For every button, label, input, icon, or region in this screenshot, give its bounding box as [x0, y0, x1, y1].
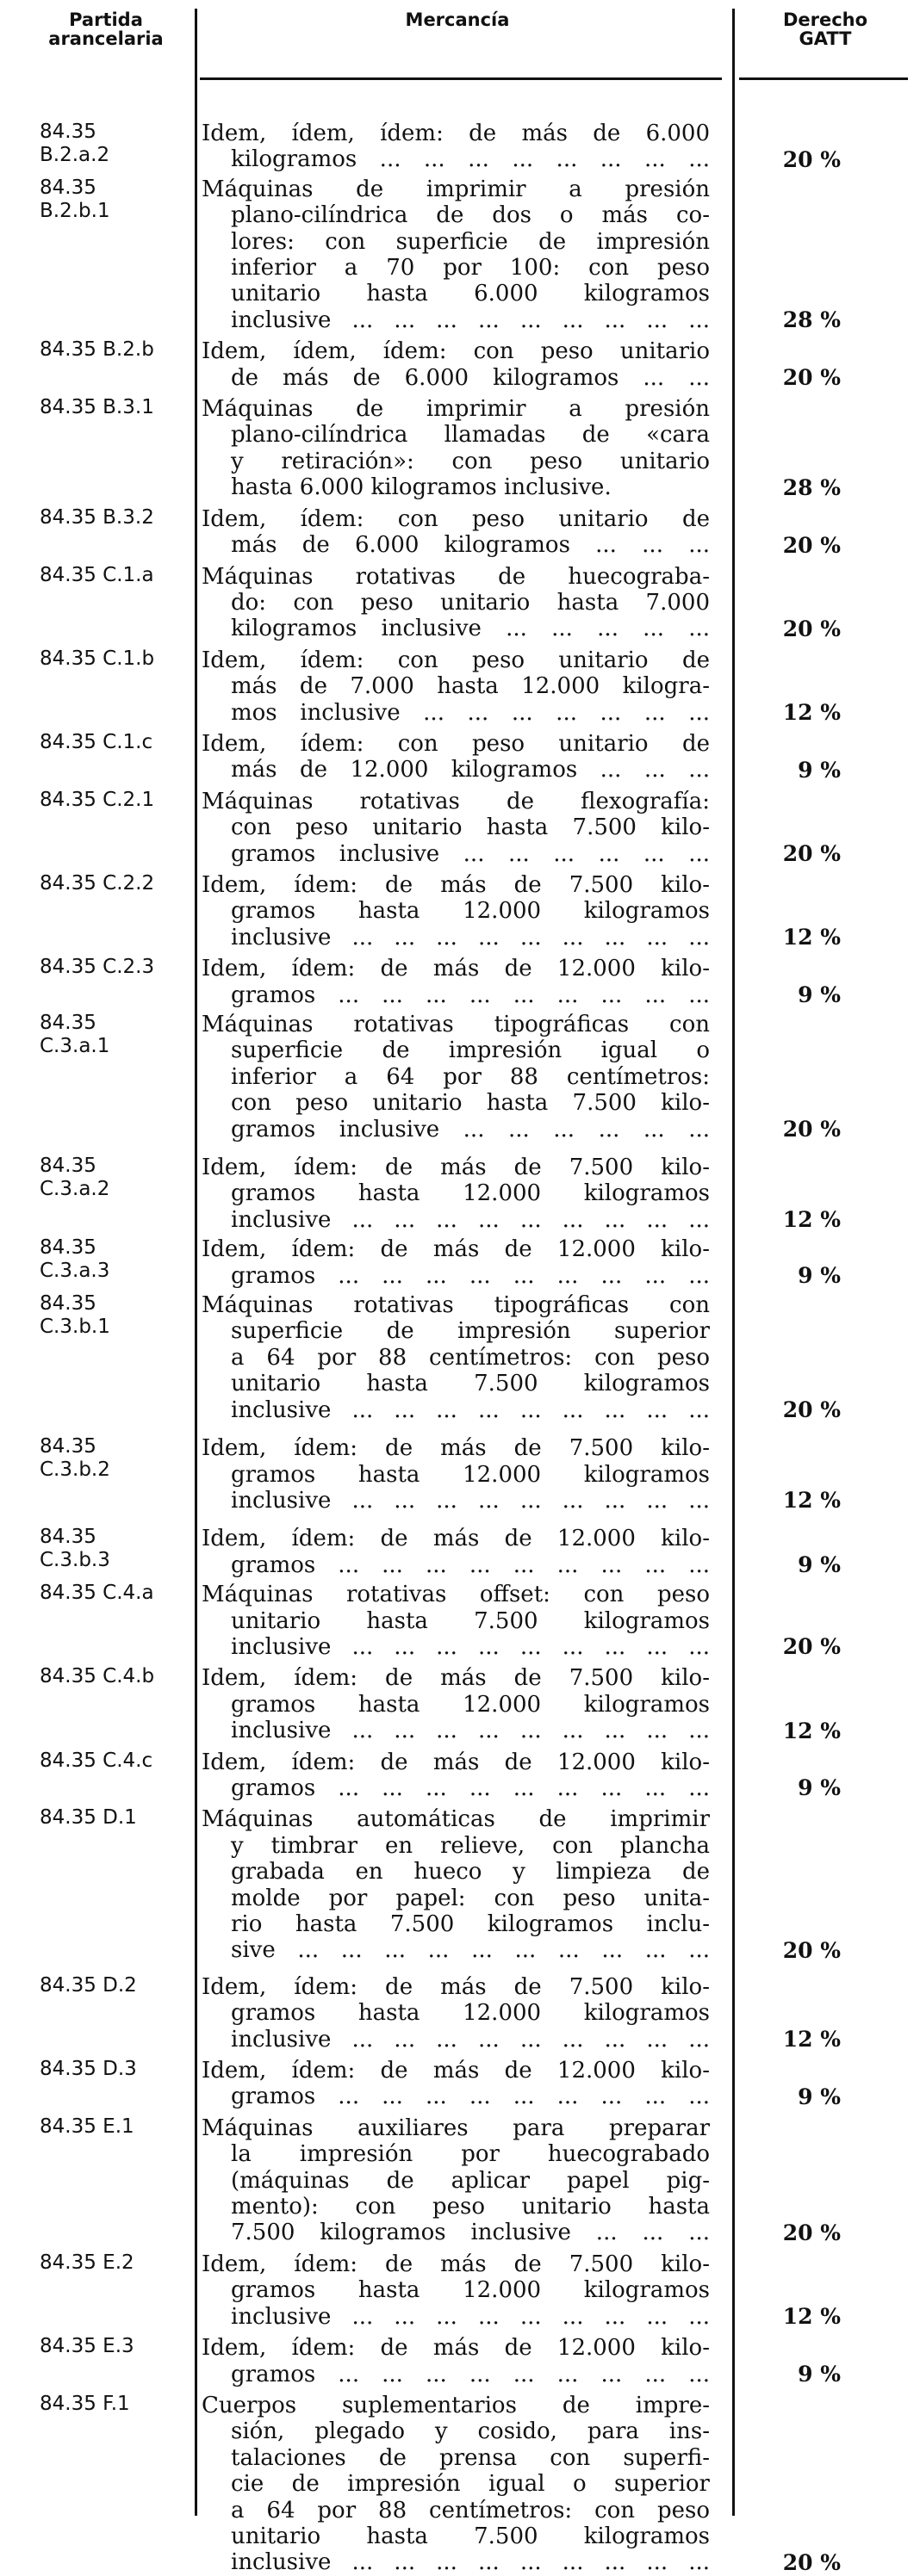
description-line: rio hasta 7.500 kilogramos inclu-: [231, 1911, 710, 1937]
description-line: inclusive ... ... ... ... ... ... ... ... ...: [231, 2549, 710, 2576]
table-row: [0, 2335, 920, 2387]
derecho-gatt-value: 12 %: [782, 925, 841, 951]
partida-code: [0, 1526, 164, 1572]
description-line: lores: con superficie de impresión: [231, 228, 710, 255]
partida-code-line: C.3.a.3: [40, 1260, 110, 1283]
header-derecho-line2: GATT: [799, 28, 852, 49]
mercancia-description: [202, 2251, 710, 2330]
description-line: Máquinas auxiliares para preparar: [202, 2115, 710, 2141]
partida-code-line: B.2.a.2: [40, 144, 110, 166]
description-line: Idem, ídem: de más de 12.000 kilo-: [202, 1526, 710, 1552]
partida-code-line: 84.35 C.2.3: [40, 956, 155, 979]
partida-code: [0, 2251, 164, 2275]
mercancia-description: [202, 1155, 710, 1233]
table-row: [0, 564, 920, 642]
derecho-gatt-value: 12 %: [782, 699, 841, 725]
mercancia-description: [202, 338, 710, 391]
description-line: gramos inclusive ... ... ... ... ... ...: [231, 1116, 710, 1142]
description-line: unitario hasta 7.500 kilogramos: [231, 1607, 710, 1634]
description-line: inferior a 70 por 100: con peso: [231, 255, 710, 282]
table-row: [0, 396, 920, 501]
description-line: inclusive ... ... ... ... ... ... ... ... ...: [231, 2303, 710, 2330]
mercancia-description: [202, 1582, 710, 1660]
partida-code-line: 84.35 C.1.c: [40, 730, 153, 753]
partida-code: [0, 1292, 164, 1339]
mercancia-description: [202, 1012, 710, 1142]
mercancia-description: [202, 1665, 710, 1743]
description-line: (máquinas de aplicar papel pig-: [231, 2167, 710, 2194]
description-line: inclusive ... ... ... ... ... ... ... ... ...: [231, 1206, 710, 1233]
table-row: [0, 872, 920, 951]
description-line: gramos hasta 12.000 kilogramos: [231, 1180, 710, 1207]
description-line: Idem, ídem: de más de 7.500 kilo-: [202, 1665, 710, 1692]
header-derecho: [748, 10, 903, 48]
partida-code: [0, 2058, 164, 2081]
partida-code-line: 84.35: [40, 1292, 96, 1316]
partida-code-line: 84.35: [40, 1012, 96, 1034]
partida-code: [0, 1806, 164, 1830]
mercancia-description: [202, 121, 710, 173]
table-row: [0, 121, 920, 173]
partida-code: [0, 2393, 164, 2416]
description-line: más de 7.000 hasta 12.000 kilogra-: [231, 673, 710, 700]
description-line: Máquinas automáticas de imprimir: [202, 1806, 710, 1833]
partida-code-line: 84.35 D.2: [40, 1973, 137, 1997]
derecho-gatt-value: 9 %: [798, 1552, 841, 1578]
partida-code-line: 84.35: [40, 176, 96, 199]
description-line: Idem, ídem: con peso unitario de: [202, 647, 710, 673]
partida-code: [0, 1435, 164, 1482]
description-line: Idem, ídem, ídem: con peso unitario: [202, 338, 710, 365]
partida-code-line: C.3.b.1: [40, 1316, 110, 1339]
description-line: gramos hasta 12.000 kilogramos: [231, 2000, 710, 2027]
description-line: gramos hasta 12.000 kilogramos: [231, 898, 710, 925]
description-line: sive ... ... ... ... ... ... ... ... ... ...: [231, 1937, 710, 1964]
partida-code: [0, 564, 164, 587]
description-line: inclusive ... ... ... ... ... ... ... ... ...: [231, 307, 710, 333]
partida-code-line: 84.35 E.1: [40, 2115, 134, 2138]
mercancia-description: [202, 731, 710, 783]
derecho-gatt-value: 9 %: [798, 2361, 841, 2387]
mercancia-description: [202, 396, 710, 501]
table-row: [0, 647, 920, 726]
description-line: Máquinas rotativas de huecograba-: [202, 563, 710, 590]
header-partida-line2: arancelaria: [48, 28, 164, 49]
description-line: inclusive ... ... ... ... ... ... ... ... ...: [231, 2026, 710, 2053]
description-line: plano-cilíndrica llamadas de «cara: [231, 422, 710, 449]
derecho-gatt-value: 20 %: [782, 146, 841, 172]
partida-code: [0, 1749, 164, 1773]
partida-code-line: 84.35 C.2.1: [40, 788, 155, 811]
mercancia-description: [202, 647, 710, 726]
description-line: inclusive ... ... ... ... ... ... ... ... ...: [231, 1633, 710, 1660]
description-line: Máquinas de imprimir a presión: [202, 176, 710, 202]
derecho-gatt-value: 20 %: [782, 532, 841, 558]
description-line: Máquinas rotativas tipográficas con: [202, 1292, 710, 1319]
table-row: [0, 956, 920, 1008]
partida-code-line: 84.35: [40, 1526, 96, 1549]
partida-code-line: B.2.b.1: [40, 199, 110, 222]
table-row: [0, 1435, 920, 1514]
partida-code: [0, 2335, 164, 2358]
description-line: Idem, ídem: de más de 12.000 kilo-: [202, 1749, 710, 1775]
mercancia-description: [202, 1749, 710, 1802]
description-line: Máquinas rotativas de flexografía:: [202, 788, 710, 814]
description-line: superficie de impresión igual o: [231, 1037, 710, 1064]
description-line: Máquinas de imprimir a presión: [202, 396, 710, 423]
mercancia-description: [202, 1974, 710, 2053]
description-line: inclusive ... ... ... ... ... ... ... ... ...: [231, 924, 710, 951]
mercancia-description: [202, 2335, 710, 2387]
partida-code-line: 84.35 C.1.b: [40, 647, 155, 670]
description-line: a 64 por 88 centímetros: con peso: [231, 1344, 710, 1371]
description-line: gramos hasta 12.000 kilogramos: [231, 2277, 710, 2304]
derecho-gatt-value: 20 %: [782, 1634, 841, 1660]
mercancia-description: [202, 872, 710, 951]
description-line: Idem, ídem: de más de 12.000 kilo-: [202, 2058, 710, 2084]
description-line: mos inclusive ... ... ... ... ... ... ...: [231, 699, 710, 726]
description-line: inclusive ... ... ... ... ... ... ... ... ...: [231, 1396, 710, 1423]
description-line: con peso unitario hasta 7.500 kilo-: [231, 814, 710, 841]
derecho-gatt-value: 12 %: [782, 1207, 841, 1233]
partida-code: [0, 121, 164, 167]
description-line: superficie de impresión superior: [231, 1318, 710, 1345]
table-row: [0, 338, 920, 391]
mercancia-description: [202, 1236, 710, 1289]
table-row: [0, 1665, 920, 1743]
table-row: [0, 1974, 920, 2053]
table-row: [0, 1012, 920, 1142]
description-line: Idem, ídem, ídem: de más de 6.000: [202, 121, 710, 146]
table-row: [0, 2058, 920, 2110]
description-line: Idem, ídem: de más de 7.500 kilo-: [202, 1435, 710, 1462]
table-row: [0, 506, 920, 559]
derecho-gatt-value: 20 %: [782, 2220, 841, 2245]
mercancia-description: [202, 789, 710, 867]
description-line: inferior a 64 por 88 centímetros:: [231, 1063, 710, 1090]
table-row: [0, 1806, 920, 1963]
partida-code-line: 84.35 E.2: [40, 2251, 134, 2274]
partida-code: [0, 176, 164, 223]
description-line: Idem, ídem: de más de 12.000 kilo-: [202, 956, 710, 982]
description-line: a 64 por 88 centímetros: con peso: [231, 2497, 710, 2523]
mercancia-description: [202, 1526, 710, 1578]
partida-code: [0, 789, 164, 812]
description-line: gramos ... ... ... ... ... ... ... ... ...: [231, 1262, 710, 1289]
description-line: Idem, ídem: de más de 7.500 kilo-: [202, 871, 710, 898]
partida-code-line: C.3.a.1: [40, 1035, 110, 1057]
description-line: y timbrar en relieve, con plancha: [231, 1832, 710, 1859]
tariff-rows: [0, 115, 920, 2576]
description-line: unitario hasta 7.500 kilogramos: [231, 2523, 710, 2549]
description-line: y retiración»: con peso unitario: [231, 448, 710, 474]
derecho-gatt-value: 20 %: [782, 2549, 841, 2575]
description-line: Idem, ídem: con peso unitario de: [202, 730, 710, 757]
mercancia-description: [202, 1292, 710, 1423]
partida-code-line: 84.35: [40, 1236, 96, 1260]
mercancia-description: [202, 564, 710, 642]
partida-code: [0, 1155, 164, 1201]
table-row: [0, 2393, 920, 2576]
description-line: gramos hasta 12.000 kilogramos: [231, 1461, 710, 1488]
derecho-gatt-value: 9 %: [798, 2084, 841, 2109]
description-line: con peso unitario hasta 7.500 kilo-: [231, 1090, 710, 1117]
partida-code-line: C.3.b.3: [40, 1549, 110, 1572]
description-line: plano-cilíndrica de dos o más co-: [231, 202, 710, 229]
description-line: Idem, ídem: de más de 7.500 kilo-: [202, 2251, 710, 2277]
table-row: [0, 2251, 920, 2330]
partida-code: [0, 1012, 164, 1058]
description-line: inclusive ... ... ... ... ... ... ... ... ...: [231, 1718, 710, 1744]
description-line: gramos inclusive ... ... ... ... ... ...: [231, 840, 710, 867]
description-line: gramos hasta 12.000 kilogramos: [231, 1691, 710, 1718]
derecho-gatt-value: 20 %: [782, 1117, 841, 1142]
partida-code: [0, 731, 164, 754]
partida-code: [0, 1582, 164, 1605]
derecho-gatt-value: 20 %: [782, 1937, 841, 1963]
table-row: [0, 1582, 920, 1660]
description-line: Máquinas rotativas tipográficas con: [202, 1012, 710, 1037]
derecho-gatt-value: 9 %: [798, 757, 841, 783]
partida-code-line: 84.35 D.1: [40, 1806, 137, 1830]
description-line: kilogramos ... ... ... ... ... ... ... ...: [231, 146, 710, 173]
description-line: gramos ... ... ... ... ... ... ... ... ...: [231, 981, 710, 1008]
derecho-gatt-value: 9 %: [798, 1263, 841, 1289]
description-line: kilogramos inclusive ... ... ... ... ...: [231, 616, 710, 642]
derecho-gatt-value: 20 %: [782, 840, 841, 866]
description-line: unitario hasta 6.000 kilogramos: [231, 281, 710, 307]
partida-code-line: 84.35 C.2.2: [40, 871, 155, 895]
partida-code-line: 84.35 C.4.a: [40, 1582, 154, 1605]
description-line: molde por papel: con peso unita-: [231, 1885, 710, 1911]
description-line: Cuerpos suplementarios de impre-: [202, 2392, 710, 2418]
mercancia-description: [202, 956, 710, 1008]
description-line: gramos ... ... ... ... ... ... ... ... ...: [231, 1774, 710, 1801]
table-row: [0, 789, 920, 867]
description-line: más de 6.000 kilogramos ... ... ...: [231, 532, 710, 559]
mercancia-description: [202, 176, 710, 333]
derecho-gatt-value: 28 %: [782, 474, 841, 500]
partida-code-line: 84.35: [40, 121, 96, 143]
table-row: [0, 1749, 920, 1802]
description-line: Idem, ídem: de más de 7.500 kilo-: [202, 1155, 710, 1181]
partida-code-line: 84.35: [40, 1435, 96, 1458]
description-line: la impresión por huecograbado: [231, 2141, 710, 2168]
partida-code-line: 84.35 B.2.b: [40, 338, 154, 362]
partida-code: [0, 1236, 164, 1283]
description-line: gramos ... ... ... ... ... ... ... ... ...: [231, 1551, 710, 1578]
description-line: unitario hasta 7.500 kilogramos: [231, 1371, 710, 1397]
description-line: inclusive ... ... ... ... ... ... ... ... ...: [231, 1487, 710, 1514]
partida-code-line: 84.35 B.3.1: [40, 396, 154, 419]
description-line: mento): con peso unitario hasta: [231, 2194, 710, 2220]
mercancia-description: [202, 1435, 710, 1514]
table-row: [0, 1236, 920, 1289]
table-row: [0, 1526, 920, 1578]
description-line: sión, plegado y cosido, para ins-: [231, 2418, 710, 2445]
derecho-gatt-value: 12 %: [782, 1488, 841, 1514]
description-line: do: con peso unitario hasta 7.000: [231, 589, 710, 616]
description-line: 7.500 kilogramos inclusive ... ... ...: [231, 2220, 710, 2246]
header-rule-mercancia: [200, 77, 722, 80]
partida-code: [0, 1665, 164, 1688]
derecho-gatt-value: 12 %: [782, 2304, 841, 2330]
header-derecho-line1: Derecho: [782, 9, 868, 30]
partida-code-line: 84.35 D.3: [40, 2058, 137, 2081]
partida-code: [0, 872, 164, 895]
description-line: Idem, ídem: de más de 12.000 kilo-: [202, 1236, 710, 1263]
partida-code: [0, 956, 164, 979]
description-line: Idem, ídem: de más de 7.500 kilo-: [202, 1973, 710, 2000]
derecho-gatt-value: 20 %: [782, 365, 841, 391]
header-rule-derecho: [739, 77, 908, 80]
mercancia-description: [202, 2058, 710, 2110]
description-line: talaciones de prensa con superfi-: [231, 2444, 710, 2471]
description-line: grabada en hueco y limpieza de: [231, 1859, 710, 1886]
partida-code-line: C.3.a.2: [40, 1178, 110, 1201]
table-row: [0, 176, 920, 333]
derecho-gatt-value: 28 %: [782, 307, 841, 333]
mercancia-description: [202, 2115, 710, 2246]
partida-code-line: 84.35 C.4.c: [40, 1749, 153, 1772]
partida-code-line: 84.35 C.4.b: [40, 1665, 155, 1688]
derecho-gatt-value: 12 %: [782, 1718, 841, 1743]
mercancia-description: [202, 2393, 710, 2576]
description-line: cie de impresión igual o superior: [231, 2471, 710, 2498]
partida-code-line: 84.35 F.1: [40, 2392, 130, 2415]
partida-code: [0, 506, 164, 529]
partida-code-line: 84.35: [40, 1155, 96, 1178]
description-line: de más de 6.000 kilogramos ... ...: [231, 364, 710, 391]
partida-code: [0, 2115, 164, 2139]
header-mercancia: Mercancía: [405, 9, 510, 30]
description-line: gramos ... ... ... ... ... ... ... ... ...: [231, 2084, 710, 2110]
partida-code-line: C.3.b.2: [40, 1458, 110, 1482]
derecho-gatt-value: 9 %: [798, 1775, 841, 1801]
description-line: más de 12.000 kilogramos ... ... ...: [231, 757, 710, 783]
partida-code: [0, 647, 164, 671]
description-line: Máquinas rotativas offset: con peso: [202, 1582, 710, 1608]
table-row: [0, 1292, 920, 1423]
table-row: [0, 2115, 920, 2246]
mercancia-description: [202, 506, 710, 559]
description-line: hasta 6.000 kilogramos inclusive.: [231, 474, 612, 501]
partida-code-line: 84.35 E.3: [40, 2335, 134, 2358]
derecho-gatt-value: 12 %: [782, 2027, 841, 2053]
partida-code: [0, 1974, 164, 1997]
header-partida: [33, 10, 179, 48]
description-line: Idem, ídem: de más de 12.000 kilo-: [202, 2335, 710, 2362]
mercancia-description: [202, 1806, 710, 1963]
partida-code: [0, 396, 164, 419]
description-line: gramos ... ... ... ... ... ... ... ... ...: [231, 2361, 710, 2387]
header-partida-line1: Partida: [69, 9, 143, 30]
derecho-gatt-value: 20 %: [782, 1397, 841, 1423]
partida-code: [0, 338, 164, 362]
derecho-gatt-value: 20 %: [782, 616, 841, 641]
table-row: [0, 731, 920, 783]
derecho-gatt-value: 9 %: [798, 982, 841, 1007]
partida-code-line: 84.35 C.1.a: [40, 563, 154, 586]
partida-code-line: 84.35 B.3.2: [40, 505, 154, 529]
table-row: [0, 1155, 920, 1233]
description-line: Idem, ídem: con peso unitario de: [202, 505, 710, 532]
